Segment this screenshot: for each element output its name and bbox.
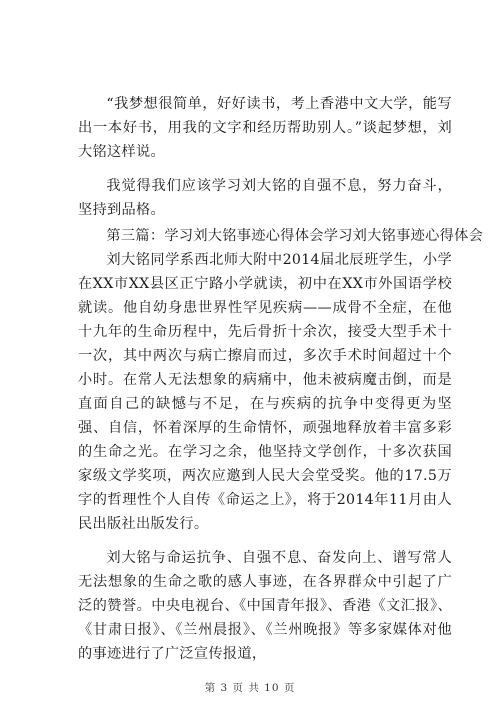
page-footer: 第 3 页 共 10 页 bbox=[204, 682, 296, 694]
section-heading: 第三篇：学习刘大铭事迹心得体会学习刘大铭事迹心得体会 bbox=[106, 228, 484, 244]
quote-paragraph: “我梦想很简单，好好读书，考上香港中文大学，能写出一本好书，用我的文字和经历帮助别人。”谈起梦想，刘大铭这样说。 bbox=[78, 96, 452, 160]
reflection-paragraph: 我觉得我们应该学习刘大铭的自强不息，努力奋斗，坚持到品格。 bbox=[78, 178, 452, 218]
page-content bbox=[78, 92, 484, 666]
body-paragraph-media: 刘大铭与命运抗争、自强不息、奋发向上、谱写常人无法想象的生命之歌的感人事迹，在各界群众中引起了广泛的赞誉。中央电视台、《中国青年报》、香港《文汇报》、《甘肃日报》、《兰州晨报》、《兰州晚报》等多家媒体对他的事迹进行了广泛宣传报道， bbox=[78, 550, 452, 662]
body-paragraph-biography: 刘大铭同学系西北师大附中2014届北辰班学生，小学在XX市XX县区正宁路小学就读，初中在XX市外国语学校就读。他自幼身患世界性罕见疾病——成骨不全症，在他十九年的生命历程中，先后骨折十余次，接受大型手术十一次，其中两次与病亡擦肩而过，多次手术时间超过十个小时。在常人无法想象的病痛中，他未被病魔击倒，而是直面自己的缺憾与不足，在与疾病的抗争中变得更为坚强、自信，怀着深厚的生命情怀，顽强地释放着丰富多彩的生命之光。在学习之余，他坚持文学创作，十多次获国家级文学奖项，两次应邀到人民大会堂受奖。他的17.5万字的哲理性个人自传《命运之上》，将于2014年11月由人民出版社出版发行。 bbox=[78, 252, 452, 532]
